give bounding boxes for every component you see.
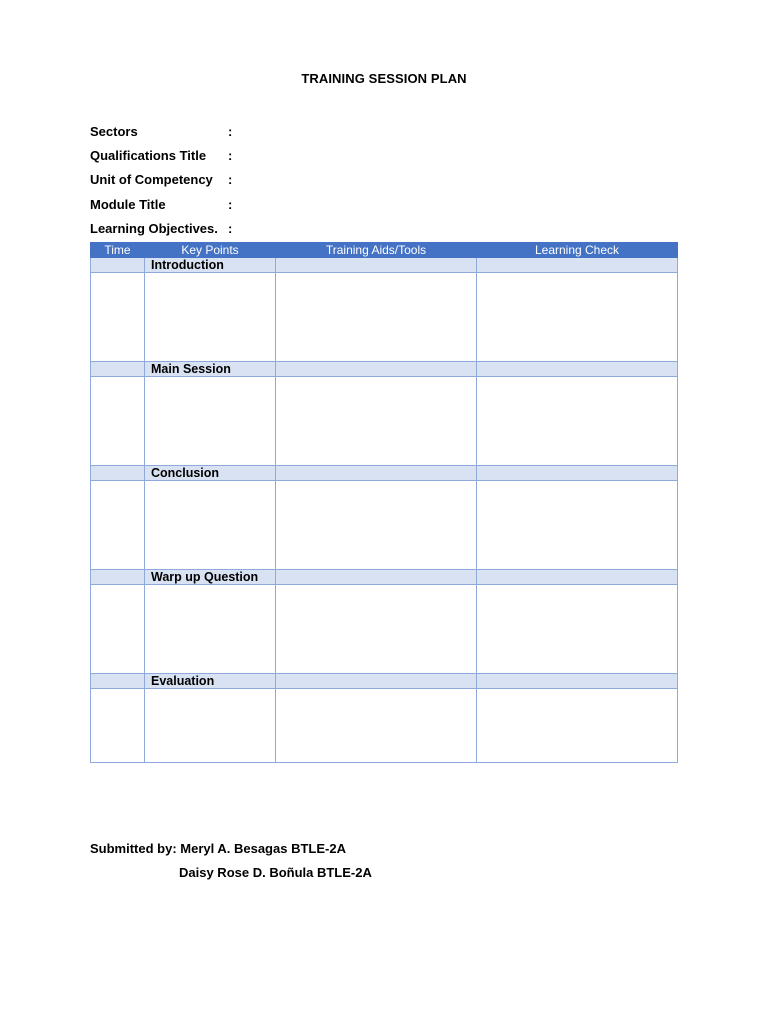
- section-row-evaluation: [91, 674, 678, 689]
- table-cell: [477, 466, 678, 481]
- section-label: Conclusion: [145, 466, 276, 481]
- table-cell[interactable]: [477, 689, 678, 763]
- table-cell[interactable]: [477, 481, 678, 570]
- table-cell[interactable]: [145, 585, 276, 674]
- field-colon: :: [228, 123, 233, 139]
- section-row-conclusion: [91, 466, 678, 481]
- section-label: Introduction: [145, 258, 276, 273]
- table-cell[interactable]: [276, 585, 477, 674]
- submitted-by-line: Submitted by: Meryl A. Besagas BTLE-2A: [90, 841, 346, 856]
- field-label: Module Title: [90, 196, 166, 212]
- table-cell[interactable]: [477, 377, 678, 466]
- section-row-warp-up-question: [91, 570, 678, 585]
- table-cell: [276, 570, 477, 585]
- field-colon: :: [228, 172, 233, 188]
- table-cell: [477, 570, 678, 585]
- field-sectors: [90, 119, 238, 143]
- table-cell: [276, 674, 477, 689]
- section-row-introduction: [91, 258, 678, 273]
- session-plan-table: [90, 242, 678, 763]
- field-label: Sectors: [90, 123, 138, 139]
- table-cell[interactable]: [145, 481, 276, 570]
- table-cell: [91, 258, 145, 273]
- header-key-points: Key Points: [145, 243, 276, 258]
- table-cell[interactable]: [145, 689, 276, 763]
- field-colon: :: [228, 196, 233, 212]
- table-cell: [91, 570, 145, 585]
- table-cell: [276, 258, 477, 273]
- header-time: Time: [91, 243, 145, 258]
- table-cell[interactable]: [276, 481, 477, 570]
- table-cell[interactable]: [276, 689, 477, 763]
- field-colon: :: [228, 147, 233, 163]
- table-cell[interactable]: [91, 377, 145, 466]
- table-cell: [91, 362, 145, 377]
- field-colon: :: [228, 220, 233, 236]
- field-unit-of-competency: [90, 168, 238, 192]
- table-cell[interactable]: [91, 481, 145, 570]
- section-label: Warp up Question: [145, 570, 276, 585]
- table-cell[interactable]: [276, 377, 477, 466]
- table-cell[interactable]: [91, 273, 145, 362]
- field-module-title: [90, 192, 238, 216]
- field-qualifications-title: [90, 143, 238, 167]
- table-cell[interactable]: [145, 273, 276, 362]
- submitted-by-block: [90, 840, 372, 888]
- table-cell[interactable]: [477, 585, 678, 674]
- field-label: Unit of Competency: [90, 172, 213, 188]
- table-cell: [91, 674, 145, 689]
- table-cell[interactable]: [276, 273, 477, 362]
- table-row: [91, 273, 678, 362]
- table-cell[interactable]: [91, 585, 145, 674]
- table-cell: [276, 362, 477, 377]
- table-cell: [477, 258, 678, 273]
- table-cell: [276, 466, 477, 481]
- table-cell: [91, 466, 145, 481]
- table-cell: [477, 674, 678, 689]
- field-learning-objectives: [90, 216, 238, 240]
- info-fields: [90, 119, 238, 240]
- table-header-row: [91, 243, 678, 258]
- table-row: [91, 377, 678, 466]
- document-title: TRAINING SESSION PLAN: [301, 71, 467, 86]
- table-row: [91, 481, 678, 570]
- field-label: Learning Objectives.: [90, 220, 218, 236]
- table-cell: [477, 362, 678, 377]
- section-label: Main Session: [145, 362, 276, 377]
- submitted-by-second-name: Daisy Rose D. Boñula BTLE-2A: [179, 865, 372, 880]
- field-label: Qualifications Title: [90, 147, 207, 163]
- section-label: Evaluation: [145, 674, 276, 689]
- header-training-aids: Training Aids/Tools: [276, 243, 477, 258]
- section-row-main-session: [91, 362, 678, 377]
- table-cell[interactable]: [145, 377, 276, 466]
- table-row: [91, 689, 678, 763]
- table-cell[interactable]: [91, 689, 145, 763]
- table-row: [91, 585, 678, 674]
- header-learning-check: Learning Check: [477, 243, 678, 258]
- table-cell[interactable]: [477, 273, 678, 362]
